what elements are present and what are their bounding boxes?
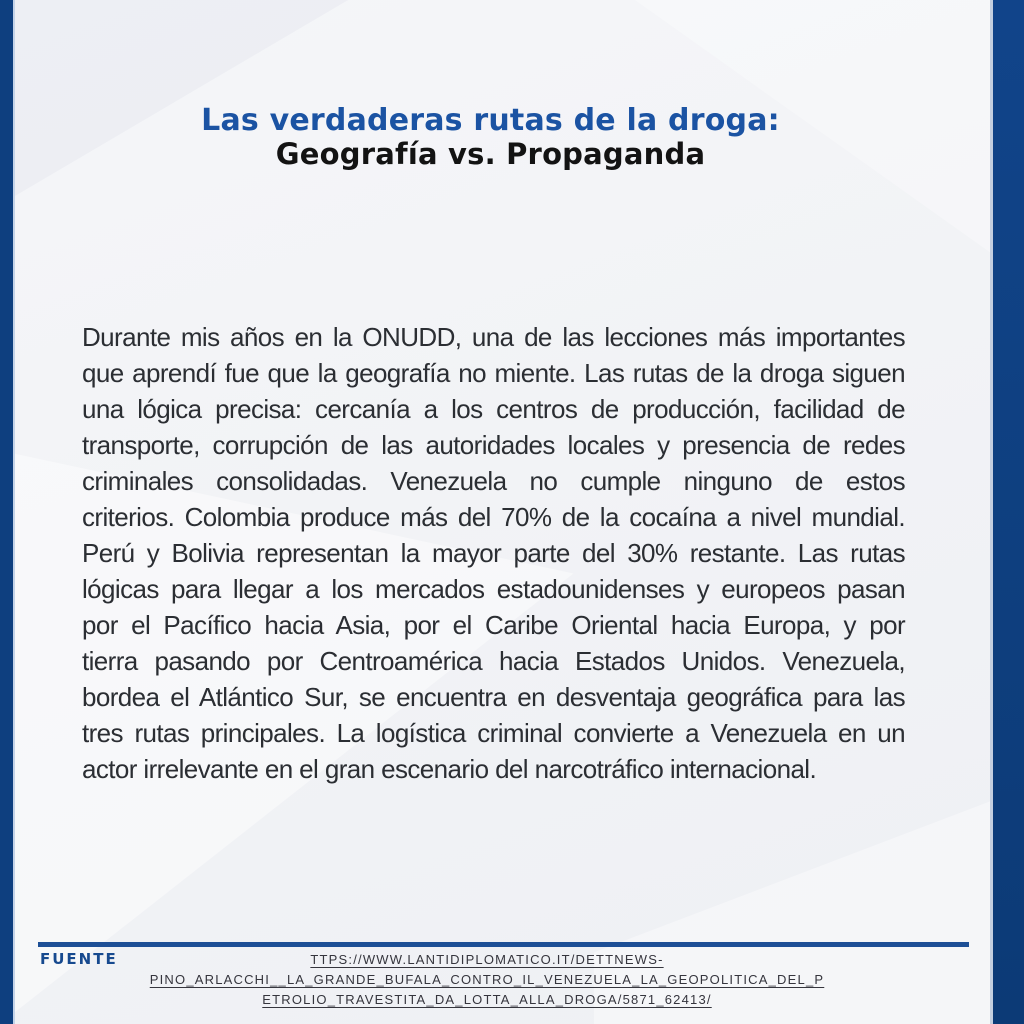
body-text-line: criminales consolidadas. Venezuela no cumple ninguno de estos	[82, 466, 905, 496]
body-text-line: actor irrelevante en el gran escenario del narcotráfico internacional.	[82, 754, 817, 784]
source-url-line2[interactable]: PINO_ARLACCHI__LA_GRANDE_BUFALA_CONTRO_IL_VENEZUELA_LA_GEOPOLITICA_DEL_P	[149, 972, 825, 987]
body-text-line: lógicas para llegar a los mercados estadounidenses y europeos pasan	[82, 574, 905, 604]
source-url-line3[interactable]: ETROLIO_TRAVESTITA_DA_LOTTA_ALLA_DROGA/5871_62413/	[262, 992, 712, 1007]
footer-divider	[38, 942, 969, 947]
body-text-line: transporte, corrupción de las autoridades locales y presencia de redes	[82, 430, 905, 460]
source-url-line1[interactable]: TTPS://WWW.LANTIDIPLOMATICO.IT/DETTNEWS-	[310, 952, 664, 967]
body-text-line: criterios. Colombia produce más del 70% de la cocaína a nivel mundial.	[82, 502, 905, 532]
page-title-line2: Geografía vs. Propaganda	[275, 137, 706, 171]
body-text-line: que aprendí fue que la geografía no miente. Las rutas de la droga siguen	[82, 358, 905, 388]
page-title-line1: Las verdaderas rutas de la droga:	[201, 103, 780, 138]
right-accent-bar	[990, 0, 1024, 1024]
source-url-link[interactable]	[50, 950, 924, 1010]
body-text-line: Perú y Bolivia representan la mayor parte del 30% restante. Las rutas	[82, 538, 905, 568]
body-paragraph	[82, 319, 905, 787]
body-text-line: Durante mis años en la ONUDD, una de las lecciones más importantes	[82, 322, 905, 352]
body-text-line: por el Pacífico hacia Asia, por el Caribe Oriental hacia Europa, y por	[82, 610, 905, 640]
body-text-line: bordea el Atlántico Sur, se encuentra en desventaja geográfica para las	[82, 682, 905, 712]
page-title	[17, 103, 964, 171]
body-text-line: tierra pasando por Centroamérica hacia Estados Unidos. Venezuela,	[82, 646, 905, 676]
body-text-line: tres rutas principales. La logística criminal convierte a Venezuela en un	[82, 718, 905, 748]
source-label: FUENTE	[40, 950, 118, 968]
left-accent-bar	[0, 0, 15, 1024]
body-text-line: una lógica precisa: cercanía a los centros de producción, facilidad de	[82, 394, 905, 424]
